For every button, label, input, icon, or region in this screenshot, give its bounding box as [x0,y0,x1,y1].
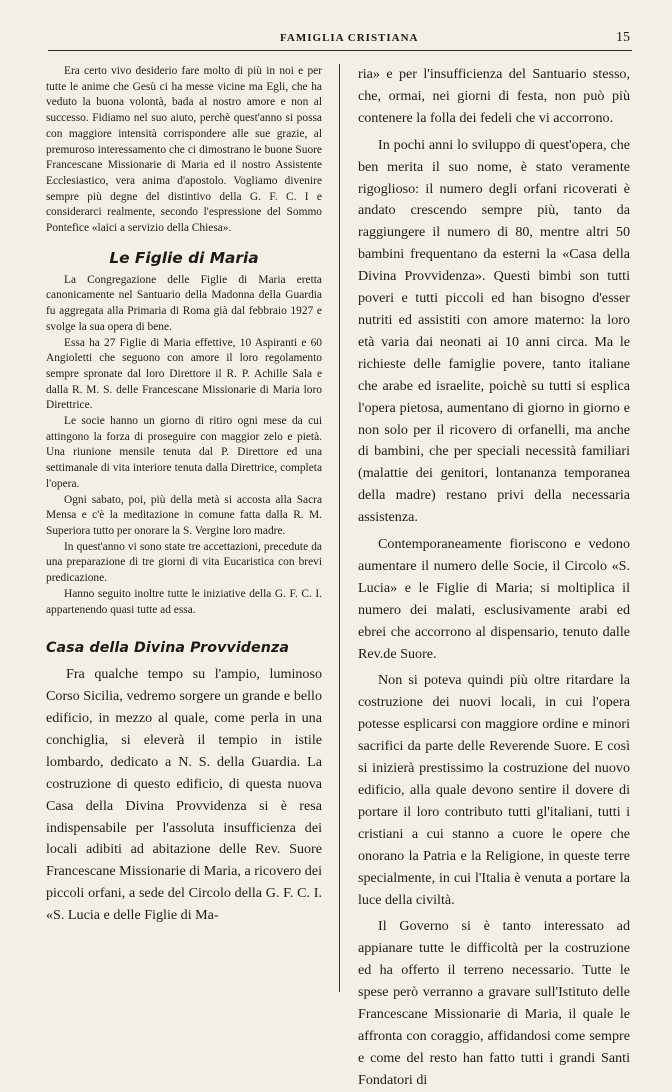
right-paragraph-4: Non si poteva quindi più oltre ritardare la costruzione dei nuovi locali, in cui l'opera potesse esplicarsi con maggiore ordine e minori sacrifici da parte delle Reverende Suore. E così si inizierà prestissimo la costruzione del nuovo edificio, alla quale devono sentire il dovere di portare il loro contributo tutti gl'italiani, tutti i cristiani a cui stanno a cuore le opere che onorano la Patria e la Religione, in queste terre specialmente, in cui l'Italia è venuta a portare la luce della civiltà. [358,672,630,908]
header-rule [48,50,632,51]
page-number: 15 [616,30,630,45]
running-header [0,30,672,50]
figlie-paragraph-1: La Congregazione delle Figlie di Maria eretta canonicamente nel Santuario della Madonna della Guardia fu aggregata alla Primaria di Roma già dal febbraio 1927 e svolge la sua opera di bene. [46,273,322,333]
intro-paragraph: Era certo vivo desiderio fare molto di più in noi e per tutte le anime che Gesù ci ha messe vicine ma Egli, che ha veduto la buona volontà, bada al nostro amore e non al successo. Fidiamo nel suo aiuto, perchè quest'anno si possa con maggiore intensità corrispondere alle sue grazie, al premuroso interessamento che ci dimostrano le buone Suore Francescane Missionarie di Maria ed il nostro Assistente Ecclesiastico, vera anima d'apostolo. Vogliamo divenire sempre più degne del distintivo della G. F. C. I e considerarci realmente, secondo l'espressione del Sommo Pontefice «laici a servizio della Chiesa». [46,65,322,235]
right-column [358,64,630,1092]
right-paragraph-3: Contemporaneamente fioriscono e vedono aumentare il numero delle Socie, il Circolo «S. Lucia» e le Figlie di Maria; si moltiplica il numero dei malati, esclusivamente arabi ed ebrei che accorrono al dispensario, tenuto dalle Rev.de Suore. [358,536,630,662]
left-column [46,64,322,927]
small-text-block [46,64,322,618]
figlie-paragraph-3: Le socie hanno un giorno di ritiro ogni mese da cui attingono la forza di proseguire con maggior zelo e pietà. Una riunione mensile tenuta dal P. Direttore ed una settimanale di vita interiore tenuta dalla Direttrice, completa l'opera. [46,415,322,490]
casa-paragraph: Fra qualche tempo su l'ampio, luminoso Corso Sicilia, vedremo sorgere un grande e bello edificio, in mezzo al quale, come perla in una conchiglia, si eleverà il tempio in istile lombardo, dedicato a N. S. della Guardia. La costruzione di questo edificio, di questa nuova Casa della Divina Provvidenza si è resa indispensabile per l'assoluta insufficienza dei locali adibiti ad abitazione delle Rev. Suore Francescane Missionarie di Maria, a ricovero dei piccoli orfani, a sede del Circolo della G. F. C. I. «S. Lucia e delle Figlie di Ma- [46,666,322,924]
right-paragraph-5: Il Governo si è tanto interessato ad appianare tutte le difficoltà per la costruzione ed ha offerto il terreno necessario. Tutte le spese però verranno a gravare sull'Istituto delle Francescane Missionarie di Maria, il quale le affronta con coraggio, affidandosi come sempre e come del resto han fatto tutti i grandi Santi Fondatori di [358,918,630,1088]
section-title-casa-divina-provvidenza: Casa della Divina Provvidenza [46,640,289,657]
section-title-figlie-di-maria: Le Figlie di Maria [109,248,259,267]
figlie-paragraph-2: Essa ha 27 Figlie di Maria effettive, 10 Aspiranti e 60 Angioletti che seguono con amore il loro regolamento sempre spronate dal loro Direttore il R. P. Achille Sala e dalla R. M. S. delle Francescane Missionarie di Maria loro Direttrice. [46,336,322,412]
running-title: FAMIGLIA CRISTIANA [280,32,419,44]
section-spacer [46,618,322,640]
right-paragraph-2: In pochi anni lo sviluppo di quest'opera, che ben merita il suo nome, è stato veramente rigoglioso: il numero degli orfani ricoverati è andato crescendo sempre più, tanto da raggiungere il numero di 80, mentre altri 50 bambini frequentano da esterni la «Casa della Divina Provvidenza». Questi bimbi son tutti poveri e tutti piccoli ed han bisogno d'esser nutriti ed assistiti con amore materno: la loro età varia dai neonati ai 10 anni circa. Ma le richieste delle famiglie povere, tanto italiane che arabe ed israelite, poichè su tutti si esplica l'opera pietosa, aumentano di giorno in giorno e non solo per il ricovero di orfanelli, ma anche di bambini, che per speciali necessità familiari (malattie dei genitori, lontananza temporanea della madre) restano privi della necessaria assistenza. [358,136,630,526]
column-divider [339,64,340,992]
figlie-paragraph-4: Ogni sabato, poi, più della metà si accosta alla Sacra Mensa e c'è la meditazione in comune fatta dalla R. M. Superiora tutto per onorare la S. Vergine loro madre. [46,493,322,537]
figlie-paragraph-6: Hanno seguito inoltre tutte le iniziative della G. F. C. I. appartenendo quasi tutte ad essa. [46,587,322,616]
right-paragraph-1: ria» e per l'insufficienza del Santuario stesso, che, ormai, nei giorni di festa, non può più contenere la folla dei fedeli che vi accorrono. [358,66,630,126]
figlie-paragraph-5: In quest'anno vi sono state tre accettazioni, precedute da una preparazione di tre giorni di vita Eucaristica con brevi predicazione. [46,540,322,585]
large-text-block [46,640,322,927]
